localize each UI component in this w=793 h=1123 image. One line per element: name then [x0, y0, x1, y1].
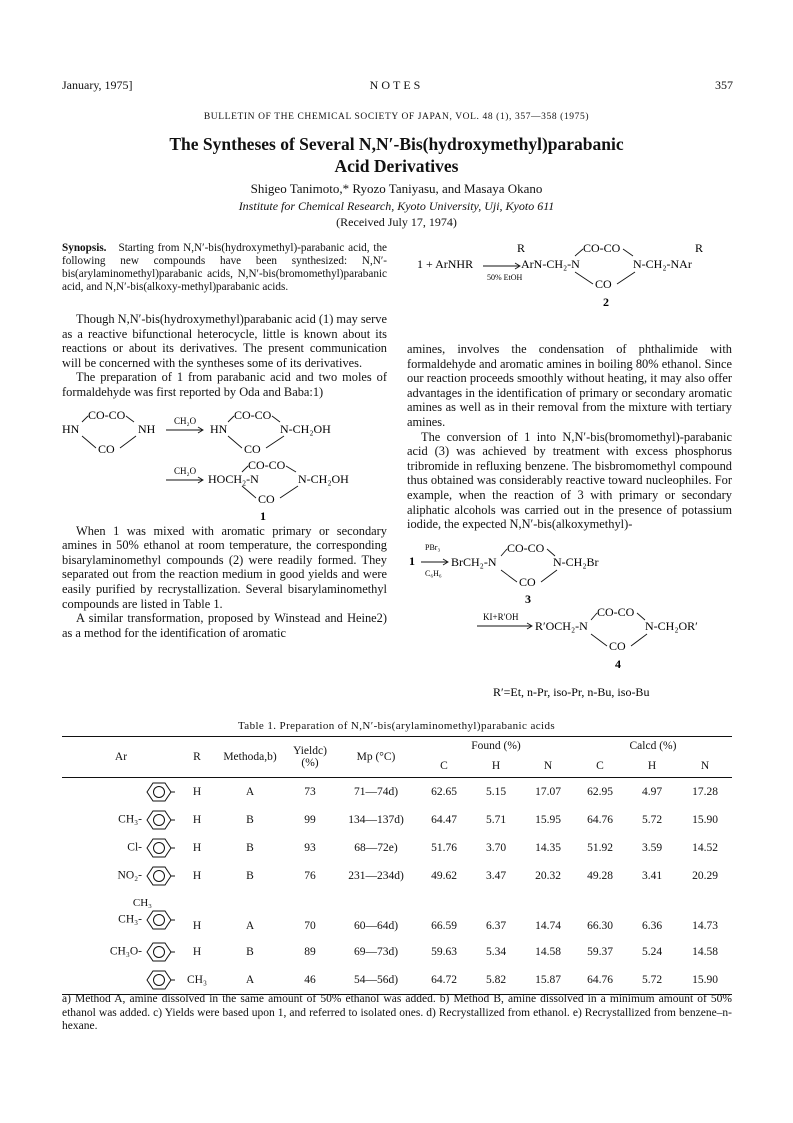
- scheme-label: 1 + ArNHR: [417, 257, 474, 271]
- synopsis-text: Starting from N,N′-bis(hydroxymethyl)-parabanic acid, the following new compounds have been synthesized: N,N′-bis(arylaminomethyl)parabanic acids, N,N′-bis(bromomethyl)parabanic acid, and N,N′-bis(alkoxy-methyl)parabanic acids.: [62, 242, 387, 293]
- ar-prefix: CH₃O-: [109, 945, 142, 958]
- cell-r: H: [192, 870, 202, 882]
- cell-fc: 62.65: [431, 786, 457, 798]
- col-header-calcd: Calcd (%): [629, 740, 677, 753]
- col-header-calcd-n: N: [700, 760, 710, 773]
- scheme-label: N-CH₂OH: [280, 421, 331, 436]
- cell-cc: 49.28: [587, 870, 613, 882]
- ar-top-substituent: CH₃: [132, 897, 152, 909]
- col-header-found-c: C: [440, 760, 448, 773]
- reagent-label: C₆H₆: [425, 569, 442, 578]
- scheme-label: N-CH₂-NAr: [633, 257, 692, 271]
- cell-r: H: [192, 786, 202, 798]
- cell-ch: 3.59: [641, 842, 663, 854]
- scheme-parabanic-to-1: [62, 406, 387, 524]
- col-header-found: Found (%): [471, 740, 521, 753]
- yield-unit: (%): [301, 757, 319, 769]
- cell-mp: 54—56d): [353, 974, 399, 986]
- cell-method: B: [246, 814, 254, 826]
- cell-cn: 14.73: [692, 920, 718, 932]
- cell-method: A: [245, 974, 255, 986]
- col-header-mp: Mp (°C): [356, 751, 396, 763]
- cell-yield: 70: [304, 920, 316, 932]
- affiliation: Institute for Chemical Research, Kyoto University, Uji, Kyoto 611: [238, 199, 555, 213]
- ar-prefix: NO₂-: [117, 869, 142, 882]
- cell-r: CH₃: [187, 974, 207, 986]
- compound-number: 2: [603, 295, 609, 309]
- compound-number: 1: [409, 554, 415, 568]
- cell-fh: 5.82: [485, 974, 507, 986]
- cell-cn: 14.58: [692, 946, 718, 958]
- table-row: [62, 834, 732, 862]
- table-row: [62, 966, 732, 995]
- benzene-ring-icon: [142, 941, 176, 963]
- scheme-label: HOCH₂-N: [208, 471, 259, 486]
- cell-method: B: [246, 870, 254, 882]
- ar-prefix: CH₃-: [118, 913, 142, 926]
- cell-cn: 17.28: [692, 786, 718, 798]
- cell-mp: 68—72e): [354, 842, 398, 854]
- scheme-label: N-CH₂OR′: [645, 619, 698, 633]
- cell-fn: 15.95: [535, 814, 561, 826]
- col-header-found-h: H: [491, 760, 501, 773]
- scheme-label: CO: [258, 491, 275, 506]
- running-header-date: January, 1975]: [62, 78, 133, 92]
- cell-ch: 5.72: [641, 814, 663, 826]
- cell-fc: 64.47: [431, 814, 457, 826]
- paragraph: The conversion of 1 into N,N′-bis(bromomethyl)-parabanic acid (3) was achieved by treatment with excess phosphorus tribromide in refluxing benzene. The bisbromomethyl compound thus obtained was considerably reactive toward nucleophiles. For example, when the reaction of 3 with primary or secondary aliphatic alcohols was carried out in the presence of potassium iodide, the expected N,N′-bis(alkoxymethyl)-: [407, 429, 732, 532]
- cell-yield: 89: [304, 946, 316, 958]
- cell-mp: 71—74d): [353, 786, 399, 798]
- cell-ch: 3.41: [641, 870, 663, 882]
- paragraph: When 1 was mixed with aromatic primary or secondary amines in 50% ethanol at room temperature, the corresponding bisarylaminomethyl compounds (2) were readily formed. They separated out from the reaction medium in good yields and were easily purified by recrystallization. Several bisarylaminomethyl compounds are listed in Table 1.: [62, 523, 387, 611]
- scheme-label: ArN-CH₂-N: [521, 257, 580, 271]
- benzene-ring-icon: [142, 865, 176, 887]
- benzene-ring-icon: [142, 969, 176, 991]
- cell-r: H: [192, 946, 202, 958]
- scheme-label: CO-CO: [597, 605, 635, 619]
- benzene-ring-icon: [142, 837, 176, 859]
- received-date: (Received July 17, 1974): [336, 215, 457, 229]
- benzene-ring-icon: [142, 809, 176, 831]
- table-row: [62, 938, 732, 966]
- cell-cn: 20.29: [692, 870, 718, 882]
- cell-cc: 66.30: [587, 920, 613, 932]
- compound-number: 3: [525, 592, 531, 606]
- cell-fh: 5.71: [485, 814, 507, 826]
- cell-fn: 17.07: [535, 786, 561, 798]
- table-title: Table 1. Preparation of N,N′-bis(arylaminomethyl)parabanic acids: [237, 720, 556, 732]
- scheme-label: CO-CO: [583, 241, 621, 255]
- cell-fn: 14.74: [535, 920, 561, 932]
- cell-cc: 59.37: [587, 946, 613, 958]
- compound-number: 1: [260, 508, 266, 523]
- paragraph: A similar transformation, proposed by Winstead and Heine2) as a method for the identification of aromatic: [62, 611, 387, 640]
- ar-cell: [62, 890, 180, 938]
- cell-ch: 5.24: [641, 946, 663, 958]
- title-line-1: The Syntheses of Several N,N′-Bis(hydroxymethyl)parabanic: [169, 134, 624, 154]
- title-line-2: Acid Derivatives: [334, 156, 459, 176]
- cell-cc: 62.95: [587, 786, 613, 798]
- ar-prefix: Cl-: [127, 841, 142, 854]
- cell-fn: 20.32: [535, 870, 561, 882]
- scheme-label: N-CH₂Br: [553, 555, 599, 569]
- cell-fn: 14.58: [535, 946, 561, 958]
- table-footnotes: a) Method A, amine dissolved in the same amount of 50% ethanol was added. b) Method B, amine dissolved in a minimum amount of 50% ethanol was added. c) Yields were based upon 1, and referred to isolated ones. d) Recrystallized from ethanol. e) Recrystallized from benzene–n-hexane.: [62, 993, 732, 1032]
- page-number: 357: [715, 78, 733, 92]
- cell-fn: 15.87: [535, 974, 561, 986]
- reagent-label: 50% EtOH: [487, 273, 523, 282]
- scheme-3-4: [407, 540, 732, 704]
- cell-mp: 231—234d): [348, 870, 404, 882]
- ar-cell: [62, 966, 180, 995]
- cell-r: H: [192, 814, 202, 826]
- scheme-label: CO: [595, 277, 612, 291]
- cell-fh: 6.37: [485, 920, 507, 932]
- cell-ch: 5.72: [641, 974, 663, 986]
- cell-fh: 3.47: [485, 870, 507, 882]
- yield-label: Yieldc): [293, 745, 327, 757]
- scheme-label: R: [695, 241, 704, 255]
- table-body: [62, 778, 732, 995]
- cell-cn: 14.52: [692, 842, 718, 854]
- ar-cell: [62, 778, 180, 807]
- cell-fh: 5.15: [485, 786, 507, 798]
- cell-method: A: [245, 920, 255, 932]
- cell-r: H: [192, 842, 202, 854]
- table-row: [62, 862, 732, 890]
- reagent-label: PBr₃: [425, 543, 441, 552]
- cell-fc: 49.62: [431, 870, 457, 882]
- paragraph: amines, involves the condensation of phthalimide with formaldehyde and aromatic amines in boiling 80% ethanol. Since our reaction proceeds smoothly without heating, it may also offer advantages in the identification of primary or secondary aromatic amines as well as in their removal from the mixture with tertiary amines.: [407, 342, 732, 429]
- scheme-label: CO-CO: [248, 457, 286, 472]
- reagent-label: CH₂O: [174, 465, 197, 476]
- cell-ch: 4.97: [641, 786, 663, 798]
- ar-cell: [62, 806, 180, 834]
- ar-cell: [62, 862, 180, 890]
- cell-cc: 64.76: [587, 814, 613, 826]
- scheme-label: CO: [244, 441, 261, 456]
- cell-fc: 59.63: [431, 946, 457, 958]
- scheme-label: CO-CO: [88, 407, 126, 422]
- cell-mp: 60—64d): [353, 920, 399, 932]
- compound-number: 4: [615, 657, 621, 671]
- ar-prefix: CH₃-: [118, 813, 142, 826]
- col-header-found-n: N: [543, 760, 553, 773]
- cell-cn: 15.90: [692, 974, 718, 986]
- synopsis: [62, 242, 387, 294]
- scheme-label: N-CH₂OH: [298, 471, 349, 486]
- paragraph: Though N,N′-bis(hydroxymethyl)parabanic acid (1) may serve as a reactive bifunctional heterocycle, little is known about its reactions or about its derivatives. The present communication will be concerned with the syntheses some of its derivatives.: [62, 312, 387, 370]
- cell-method: A: [245, 786, 255, 798]
- cell-yield: 46: [304, 974, 316, 986]
- cell-mp: 134—137d): [348, 814, 404, 826]
- cell-fc: 64.72: [431, 974, 457, 986]
- journal-citation: BULLETIN OF THE CHEMICAL SOCIETY OF JAPAN, VOL. 48 (1), 357—358 (1975): [203, 112, 590, 122]
- col-header-calcd-c: C: [596, 760, 604, 773]
- article-title: [0, 133, 793, 177]
- cell-yield: 99: [304, 814, 316, 826]
- scheme-label: HN: [210, 421, 228, 436]
- data-table: [62, 736, 732, 995]
- cell-r: H: [192, 920, 202, 932]
- table-row: [62, 890, 732, 938]
- scheme-label: CO-CO: [507, 541, 545, 555]
- scheme-label: NH: [138, 421, 156, 436]
- cell-yield: 73: [304, 786, 316, 798]
- left-column: [62, 242, 387, 640]
- scheme-label: R: [517, 241, 526, 255]
- cell-fh: 5.34: [485, 946, 507, 958]
- cell-fc: 51.76: [431, 842, 457, 854]
- substituent-definition: R′=Et, n-Pr, iso-Pr, n-Bu, iso-Bu: [493, 685, 650, 699]
- authors: Shigeo Tanimoto,* Ryozo Taniyasu, and Masaya Okano: [250, 181, 543, 196]
- col-header-yield: [286, 737, 334, 778]
- reagent-label: CH₂O: [174, 415, 197, 426]
- cell-mp: 69—73d): [353, 946, 399, 958]
- cell-cn: 15.90: [692, 814, 718, 826]
- col-header-ar: Ar: [114, 751, 128, 763]
- cell-cc: 64.76: [587, 974, 613, 986]
- scheme-label: CO: [609, 639, 626, 653]
- ar-cell: [62, 834, 180, 862]
- running-header-section: NOTES: [369, 78, 424, 92]
- cell-fn: 14.35: [535, 842, 561, 854]
- synopsis-label: Synopsis.: [62, 242, 107, 254]
- cell-yield: 93: [304, 842, 316, 854]
- ar-cell: [62, 938, 180, 966]
- col-header-r: R: [193, 751, 201, 763]
- benzene-ring-icon: [142, 909, 176, 931]
- table-row: [62, 806, 732, 834]
- scheme-label: CO: [98, 441, 115, 456]
- paragraph: The preparation of 1 from parabanic acid and two moles of formaldehyde was first reported by Oda and Baba:1): [62, 370, 387, 399]
- cell-yield: 76: [304, 870, 316, 882]
- col-header-calcd-h: H: [647, 760, 657, 773]
- benzene-ring-icon: [142, 781, 176, 803]
- table-row: [62, 778, 732, 807]
- scheme-label: R′OCH₂-N: [535, 619, 588, 633]
- reagent-label: KI+R′OH: [483, 612, 519, 622]
- scheme-label: BrCH₂-N: [451, 555, 497, 569]
- scheme-label: CO: [519, 575, 536, 589]
- cell-method: B: [246, 842, 254, 854]
- cell-method: B: [246, 946, 254, 958]
- scheme-label: HN: [62, 421, 80, 436]
- scheme-label: CO-CO: [234, 407, 272, 422]
- cell-fc: 66.59: [431, 920, 457, 932]
- cell-ch: 6.36: [641, 920, 663, 932]
- right-column: [407, 342, 732, 532]
- col-header-method: Methoda,b): [223, 751, 277, 763]
- cell-cc: 51.92: [587, 842, 613, 854]
- scheme-2: [407, 240, 732, 312]
- cell-fh: 3.70: [485, 842, 507, 854]
